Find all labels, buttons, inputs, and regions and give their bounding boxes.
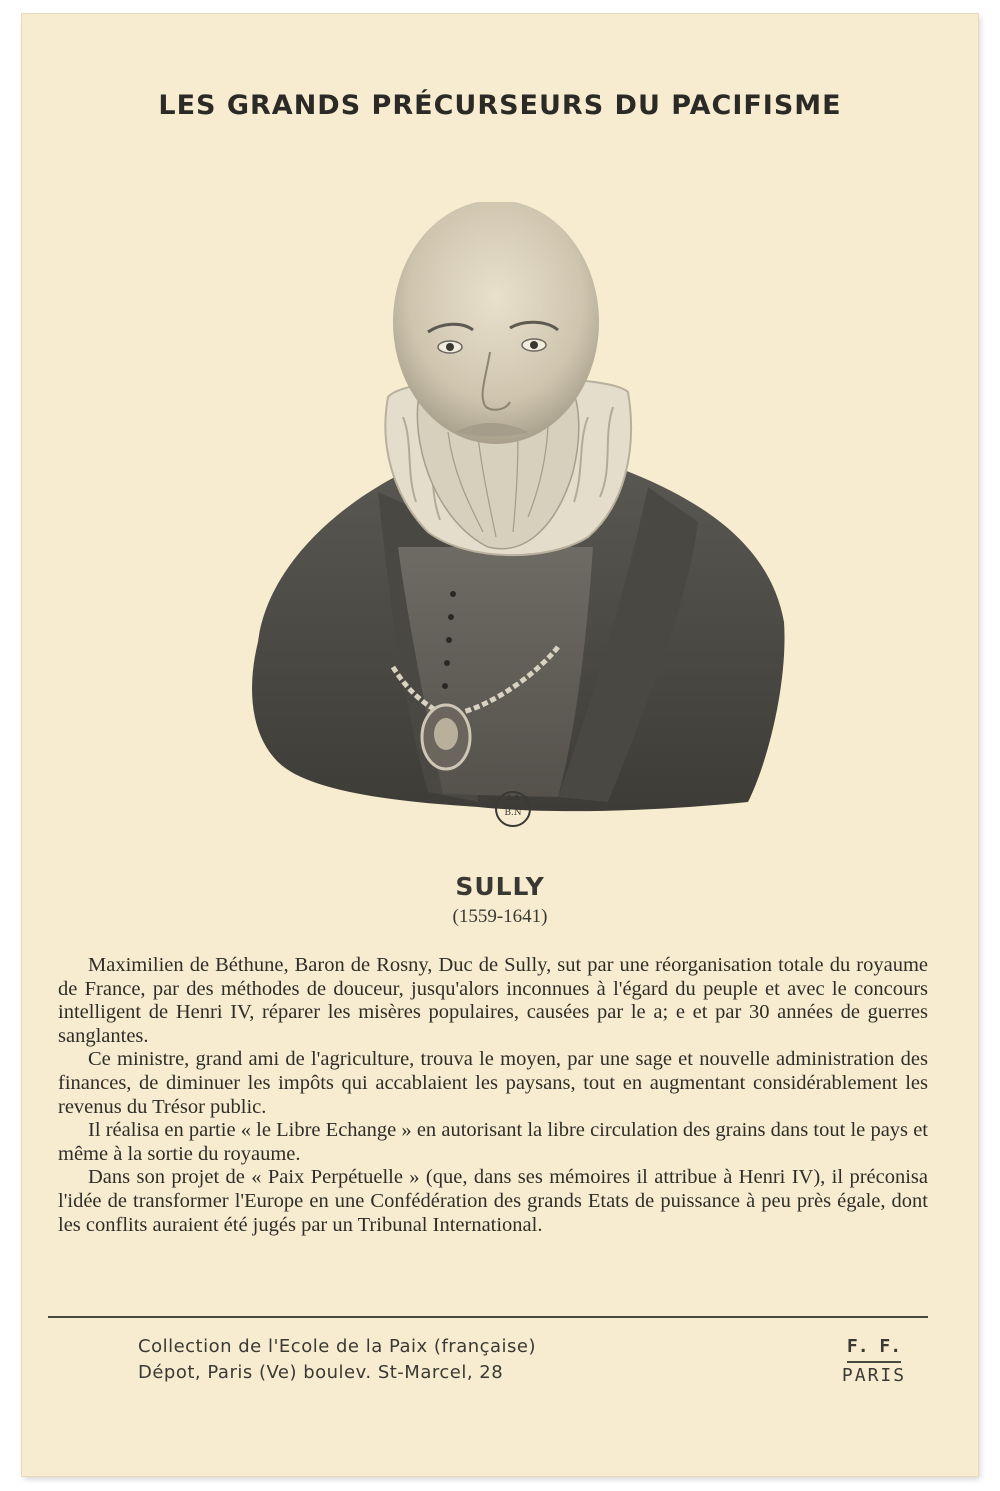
publisher-line-1: Collection de l'Ecole de la Paix (française) <box>138 1336 537 1357</box>
publisher-info <box>138 1334 536 1386</box>
publisher-mark <box>834 1334 914 1389</box>
publisher-city: PARIS <box>841 1365 907 1386</box>
divider <box>48 1316 928 1318</box>
bn-stamp-text: B.N <box>504 808 522 818</box>
paragraph: Ce ministre, grand ami de l'agriculture, trouva le moyen, par une sage et nouvelle administration des finances, de diminuer les impôts qui accablaient les paysans, tout en augmentant considérablement les revenus du Trésor public. <box>58 1048 928 1118</box>
publisher-line-2: Dépot, Paris (Ve) boulev. St-Marcel, 28 <box>138 1362 504 1383</box>
page-title: LES GRANDS PRÉCURSEURS DU PACIFISME <box>158 90 842 121</box>
postcard <box>22 14 978 1476</box>
biography-text <box>58 954 928 1237</box>
subject-name: SULLY <box>455 872 545 901</box>
paragraph: Maximilien de Béthune, Baron de Rosny, Duc de Sully, sut par une réorganisation totale du royaume de France, par des méthodes de douceur, jusqu'alors inconnues à l'égard du peuple et avec le concours intelligent de Henri IV, réparer les misères populaires, causées par le a; e et par 30 années de guerres sanglantes. <box>58 954 928 1047</box>
paragraph: Dans son projet de « Paix Perpétuelle » (que, dans ses mémoires il attribue à Henri IV), il préconisa l'idée de transformer l'Europe en une Confédération des grands Etats de puissance à peu près égale, dont les conflits auraient été jugés par un Tribunal International. <box>58 1166 928 1236</box>
portrait-engraving <box>228 202 788 837</box>
publisher-initials: F. F. <box>847 1334 901 1363</box>
subject-dates: (1559-1641) <box>452 906 548 927</box>
paragraph: Il réalisa en partie « le Libre Echange » en autorisant la libre circulation des grains dans tout le pays et même à la sortie du royaume. <box>58 1119 928 1165</box>
